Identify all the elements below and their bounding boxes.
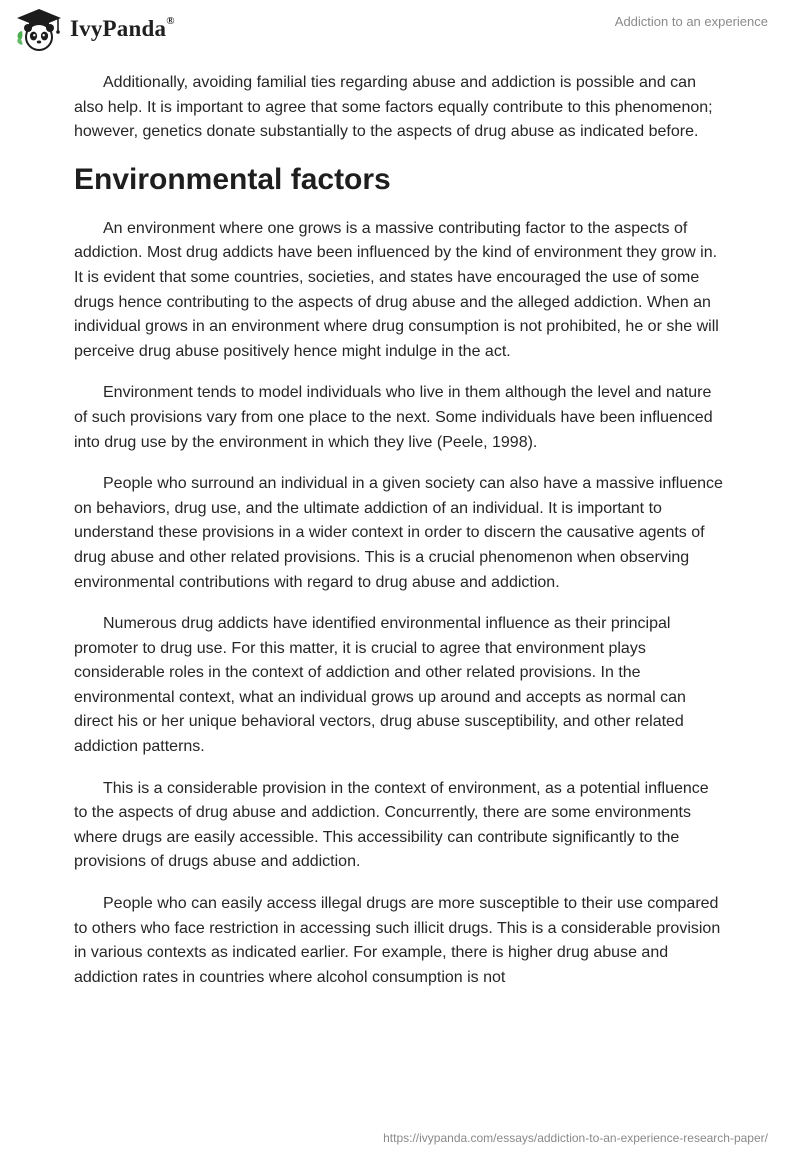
body-paragraph: People who surround an individual in a given society can also have a massive influence on behaviors, drug use, and the ultimate addiction of an individual. It is important to understand these provisions in a wider context in order to discern the causative agents of drug abuse and other related provisions. This is a crucial phenomenon when observing environmental contributions with regard to drug abuse and addiction. xyxy=(74,475,723,591)
brand-name: IvyPanda® xyxy=(70,15,175,41)
body-paragraph: Numerous drug addicts have identified environmental influence as their principal promoter to drug use. For this matter, it is crucial to agree that environment plays considerable roles in the context of addiction and other related provisions. In the environmental context, what an individual grows up around and accepts as normal can direct his or her unique behavioral vectors, drug abuse susceptibility, and other related addiction patterns. xyxy=(74,615,686,756)
document-title: Addiction to an experience xyxy=(614,14,768,29)
panda-graduate-icon xyxy=(14,7,64,51)
source-url[interactable]: https://ivypanda.com/essays/addiction-to-an-experience-research-paper/ xyxy=(383,1131,768,1145)
page-header xyxy=(0,0,800,70)
section-heading: Environmental factors xyxy=(74,162,391,196)
ivypanda-logo[interactable] xyxy=(14,7,175,51)
registered-mark: ® xyxy=(166,15,175,28)
body-paragraph: Environment tends to model individuals who live in them although the level and nature of such provisions vary from one place to the next. Some individuals have been influenced into drug use by the environment in which they live (Peele, 1998). xyxy=(74,384,713,451)
body-paragraph: People who can easily access illegal drugs are more susceptible to their use compared to others who face restriction in accessing such illicit drugs. This is a considerable provision in various contexts as indicated earlier. For example, there is higher drug abuse and addiction rates in countries where alcohol consumption is not xyxy=(74,895,721,986)
body-paragraph: An environment where one grows is a massive contributing factor to the aspects of addiction. Most drug addicts have been influenced by the kind of environment they grow in. It is evident that some countries, societies, and states have encouraged the use of some drugs hence contributing to the aspects of drug abuse and the alleged addiction. When an individual grows in an environment where drug consumption is not prohibited, he or she will perceive drug abuse positively hence might indulge in the act. xyxy=(74,219,719,360)
essay-content xyxy=(74,71,726,1007)
intro-paragraph: Additionally, avoiding familial ties regarding abuse and addiction is possible and can also help. It is important to agree that some factors equally contribute to this phenomenon; however, genetics donate substantially to the aspects of drug abuse as indicated before. xyxy=(74,74,713,141)
body-paragraph: This is a considerable provision in the context of environment, as a potential influence to the aspects of drug abuse and addiction. Concurrently, there are some environments where drugs are easily accessible. This accessibility can contribute significantly to the provisions of drugs abuse and addiction. xyxy=(74,779,709,871)
